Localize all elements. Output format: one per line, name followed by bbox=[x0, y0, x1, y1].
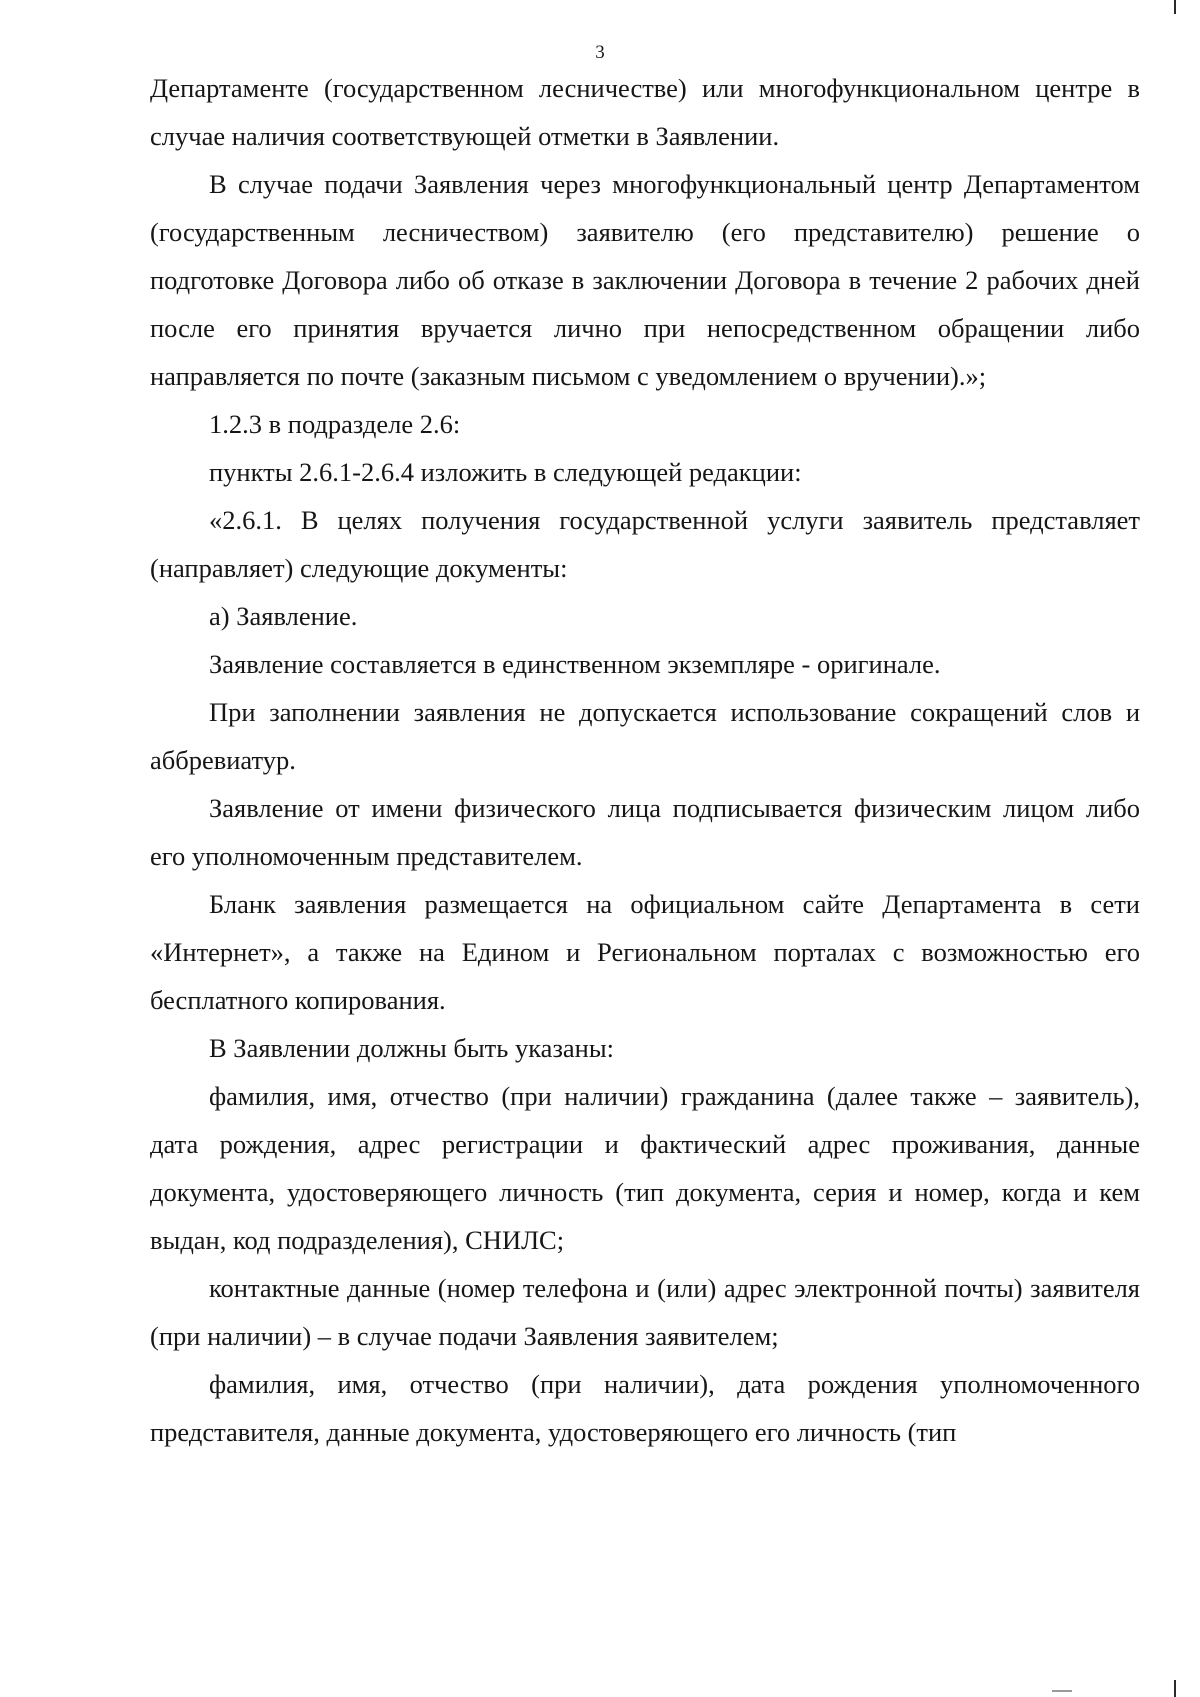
paragraph: пункты 2.6.1-2.6.4 изложить в следующей редакции: bbox=[209, 457, 802, 487]
scan-dust-mark-bottom bbox=[1052, 1690, 1072, 1692]
scan-edge-mark-bottom-right bbox=[1174, 1680, 1176, 1697]
paragraph: фамилия, имя, отчество (при наличии) гражданина (далее также – заявитель), дата рождения, адрес регистрации и фактический адрес проживания, данные документа, удостоверяющего личность (тип документа, серия и номер, когда и кем выдан, код подразделения), СНИЛС; bbox=[150, 1081, 1140, 1255]
paragraph: 1.2.3 в подразделе 2.6: bbox=[209, 409, 461, 439]
document-body bbox=[150, 64, 1140, 1456]
paragraph: фамилия, имя, отчество (при наличии), дата рождения уполномоченного представителя, данные документа, удостоверяющего его личность (тип bbox=[150, 1369, 1140, 1447]
page-number: 3 bbox=[595, 42, 605, 63]
paragraph: контактные данные (номер телефона и (или) адрес электронной почты) заявителя (при наличии) – в случае подачи Заявления заявителем; bbox=[150, 1273, 1140, 1351]
paragraph: а) Заявление. bbox=[209, 601, 358, 631]
scan-edge-mark-top-right bbox=[1174, 0, 1176, 14]
paragraph: Департаменте (государственном лесничестве) или многофункциональном центре в случае наличия соответствующей отметки в Заявлении. bbox=[150, 73, 1140, 151]
paragraph: «2.6.1. В целях получения государственной услуги заявитель представляет (направляет) следующие документы: bbox=[150, 505, 1140, 583]
paragraph: При заполнении заявления не допускается использование сокращений слов и аббревиатур. bbox=[150, 697, 1140, 775]
paragraph: В Заявлении должны быть указаны: bbox=[209, 1033, 615, 1063]
paragraph: В случае подачи Заявления через многофункциональный центр Департаментом (государственным лесничеством) заявителю (его представителю) решение о подготовке Договора либо об отказе в заключении Договора в течение 2 рабочих дней после его принятия вручается лично при непосредственном обращении либо направляется по почте (заказным письмом с уведомлением о вручении).»; bbox=[150, 169, 1140, 391]
paragraph: Бланк заявления размещается на официальном сайте Департамента в сети «Интернет», а также на Едином и Региональном порталах с возможностью его бесплатного копирования. bbox=[150, 889, 1140, 1015]
paragraph: Заявление от имени физического лица подписывается физическим лицом либо его уполномоченным представителем. bbox=[150, 793, 1140, 871]
paragraph: Заявление составляется в единственном экземпляре - оригинале. bbox=[209, 649, 941, 679]
